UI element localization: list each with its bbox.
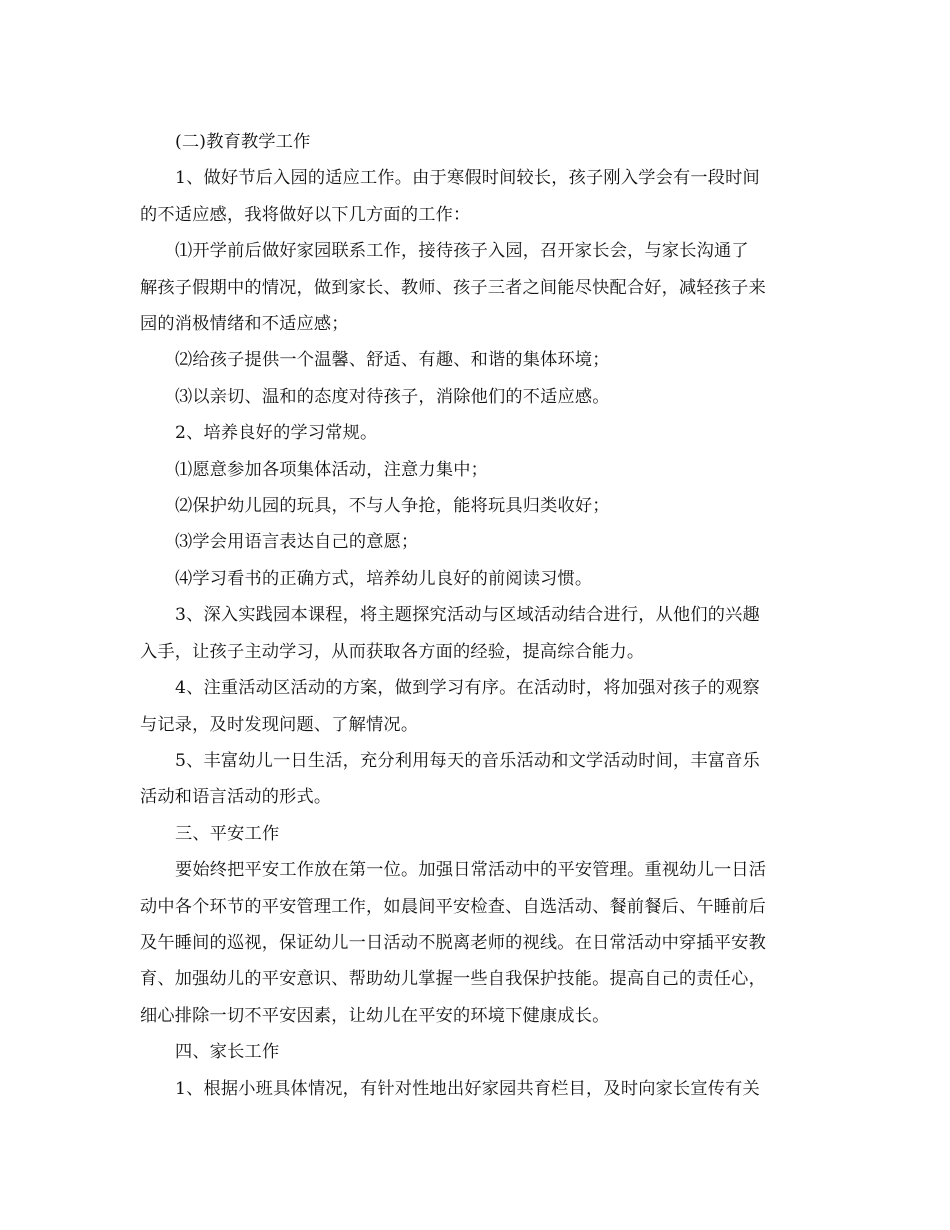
- text-line: 园的消极情绪和不适应感；: [140, 314, 349, 335]
- text-line: 4、注重活动区活动的方案，做到学习有序。在活动时，将加强对孩子的观察: [175, 678, 760, 699]
- text-line: 三、平安工作: [175, 823, 280, 844]
- text-line: 动中各个环节的平安管理工作，如晨间平安检查、自选活动、餐前餐后、午睡前后: [140, 896, 766, 917]
- paragraph: [140, 816, 810, 852]
- paragraph: [140, 597, 810, 670]
- text-line: ⑵保护幼儿园的玩具，不与人争抢，能将玩具归类收好；: [175, 496, 610, 517]
- paragraph: [140, 852, 810, 1034]
- text-line: ⑷学习看书的正确方式，培养幼儿良好的前阅读习惯。: [175, 568, 593, 589]
- text-line: 2、培养良好的学习常规。: [175, 423, 378, 444]
- paragraph: [140, 561, 810, 597]
- text-line: ⑶学会用语言表达自己的意愿；: [175, 532, 419, 553]
- paragraph: [140, 379, 810, 415]
- text-line: 3、深入实践园本课程，将主题探究活动与区域活动结合进行，从他们的兴趣: [175, 605, 760, 626]
- paragraph: [140, 342, 810, 378]
- paragraph: [140, 743, 810, 816]
- document-body: [140, 124, 810, 1107]
- text-line: (二)教育教学工作: [175, 132, 311, 152]
- text-line: 育、加强幼儿的平安意识、帮助幼儿掌握一些自我保护技能。提高自己的责任心，: [140, 969, 766, 990]
- text-line: 细心排除一切不平安因素，让幼儿在平安的环境下健康成长。: [140, 1005, 610, 1026]
- text-line: 解孩子假期中的情况，做到家长、教师、孩子三者之间能尽快配合好，减轻孩子来: [140, 277, 766, 298]
- text-line: 5、丰富幼儿一日生活，充分利用每天的音乐活动和文学活动时间，丰富音乐: [175, 750, 760, 771]
- paragraph: [140, 233, 810, 342]
- paragraph: [140, 1034, 810, 1070]
- text-line: ⑶以亲切、温和的态度对待孩子，消除他们的不适应感。: [175, 386, 610, 407]
- text-line: 活动和语言活动的形式。: [140, 787, 332, 808]
- paragraph: [140, 452, 810, 488]
- paragraph: [140, 1071, 810, 1107]
- text-line: ⑴开学前后做好家园联系工作，接待孩子入园，召开家长会，与家长沟通了: [175, 241, 749, 262]
- paragraph: [140, 670, 810, 743]
- paragraph: [140, 524, 810, 560]
- text-line: 1、根据小班具体情况，有针对性地出好家园共育栏目，及时向家长宣传有关: [175, 1078, 760, 1099]
- paragraph: [140, 124, 810, 160]
- paragraph: [140, 488, 810, 524]
- text-line: 与记录，及时发现问题、了解情况。: [140, 714, 419, 735]
- text-line: ⑴愿意参加各项集体活动，注意力集中；: [175, 459, 488, 480]
- text-line: 四、家长工作: [175, 1042, 280, 1063]
- text-line: ⑵给孩子提供一个温馨、舒适、有趣、和谐的集体环境；: [175, 350, 610, 371]
- paragraph: [140, 415, 810, 451]
- text-line: 及午睡间的巡视，保证幼儿一日活动不脱离老师的视线。在日常活动中穿插平安教: [140, 932, 766, 953]
- text-line: 1、做好节后入园的适应工作。由于寒假时间较长，孩子刚入学会有一段时间: [175, 168, 760, 189]
- paragraph: [140, 160, 810, 233]
- text-line: 入手，让孩子主动学习，从而获取各方面的经验，提高综合能力。: [140, 641, 645, 662]
- text-line: 要始终把平安工作放在第一位。加强日常活动中的平安管理。重视幼儿一日活: [175, 860, 767, 881]
- text-line: 的不适应感，我将做好以下几方面的工作：: [140, 204, 471, 225]
